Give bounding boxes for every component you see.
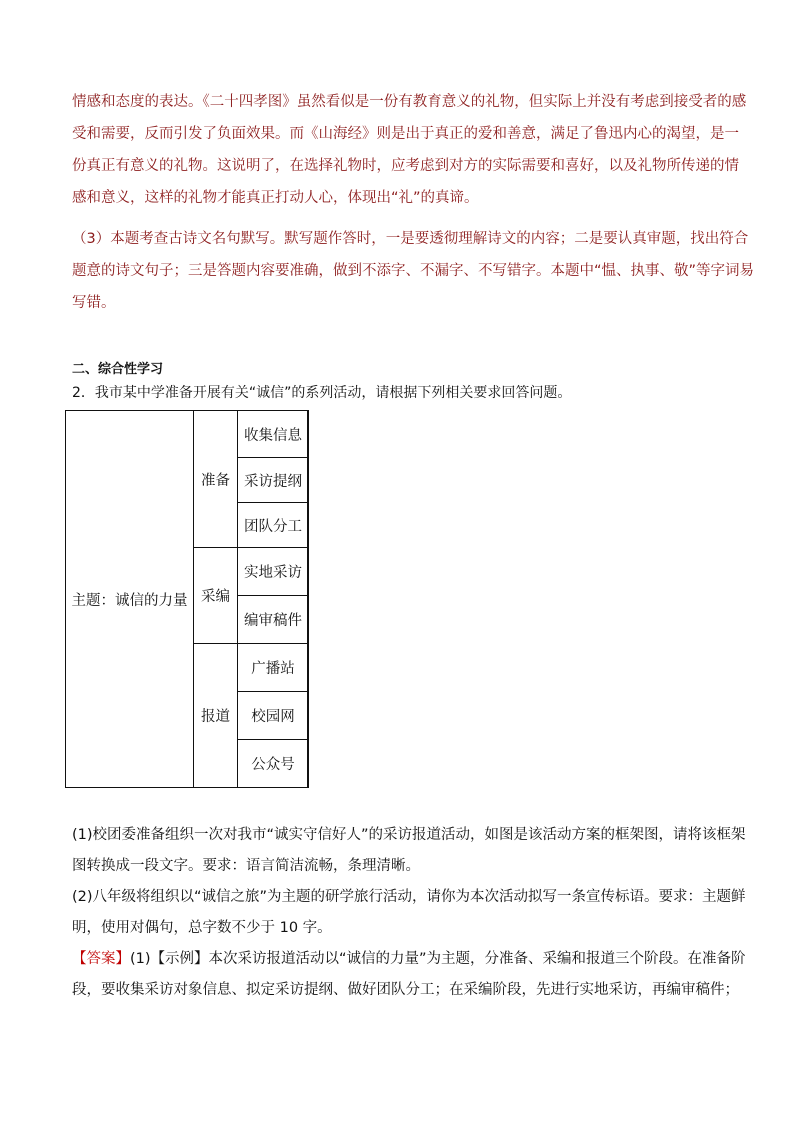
analysis-line: 受和需要，反而引发了负面效果。而《山海经》则是出于真正的爱和善意，满足了鲁迅内心的渴望，是一 (72, 126, 739, 142)
question-line: 图转换成一段文字。要求：语言简洁流畅，条理清晰。 (72, 858, 420, 874)
answer-line: 段，要收集采访对象信息、拟定采访提纲、做好团队分工；在采编阶段，先进行实地采访，再编审稿件； (72, 982, 739, 998)
question-line: (2)八年级将组织以“诚信之旅”为主题的研学旅行活动，请你为本次活动拟写一条宣传标语。要求：主题鲜 (72, 889, 746, 905)
analysis-line: 情感和态度的表达。《二十四孝图》虽然看似是一份有教育意义的礼物，但实际上并没有考虑到接受者的感 (72, 94, 747, 110)
note-3-paragraph (72, 223, 755, 319)
stage-item: 广播站 (237, 643, 309, 692)
question-stem: 2．我市某中学准备开展有关“诚信”的系列活动，请根据下列相关要求回答问题。 (72, 385, 572, 401)
question-line: 明，使用对偶句，总字数不少于 10 字。 (72, 920, 332, 936)
stage-item: 团队分工 (237, 502, 309, 548)
framework-table (65, 410, 308, 788)
stage-prepare: 准备 (193, 410, 238, 548)
answer-tag: 【答案】 (72, 951, 130, 967)
note-line: 题意的诗文句子；三是答题内容要准确，做到不添字、不漏字、不写错字。本题中“愠、执事、敬”等字词易 (72, 263, 755, 279)
question-2 (72, 882, 746, 944)
stage-item: 采访提纲 (237, 457, 309, 503)
stage-report: 报道 (193, 643, 238, 788)
stage-item: 公众号 (237, 739, 309, 788)
framework-topic: 主题：诚信的力量 (65, 410, 194, 788)
analysis-paragraph (72, 86, 747, 214)
stage-item: 实地采访 (237, 547, 309, 596)
stage-item: 收集信息 (237, 410, 309, 458)
question-1 (72, 820, 746, 882)
question-line: (1)校团委准备组织一次对我市“诚实守信好人”的采访报道活动，如图是该活动方案的框架图，请将该框架 (72, 827, 746, 843)
stage-item: 编审稿件 (237, 595, 309, 644)
answer-paragraph (72, 944, 746, 1006)
note-line: 写错。 (72, 295, 116, 311)
answer-text: (1)【示例】本次采访报道活动以“诚信的力量”为主题，分准备、采编和报道三个阶段。在准备阶 (130, 951, 746, 967)
analysis-line: 感和意义，这样的礼物才能真正打动人心，体现出“礼”的真谛。 (72, 190, 479, 206)
section-title: 二、综合性学习 (72, 362, 164, 377)
note-line: （3）本题考查古诗文名句默写。默写题作答时，一是要透彻理解诗文的内容；二是要认真审题，找出符合 (72, 231, 749, 247)
stage-edit: 采编 (193, 547, 238, 644)
stage-item: 校园网 (237, 691, 309, 740)
answer-line (72, 944, 746, 975)
analysis-line: 份真正有意义的礼物。这说明了，在选择礼物时，应考虑到对方的实际需要和喜好，以及礼物所传递的情 (72, 158, 739, 174)
